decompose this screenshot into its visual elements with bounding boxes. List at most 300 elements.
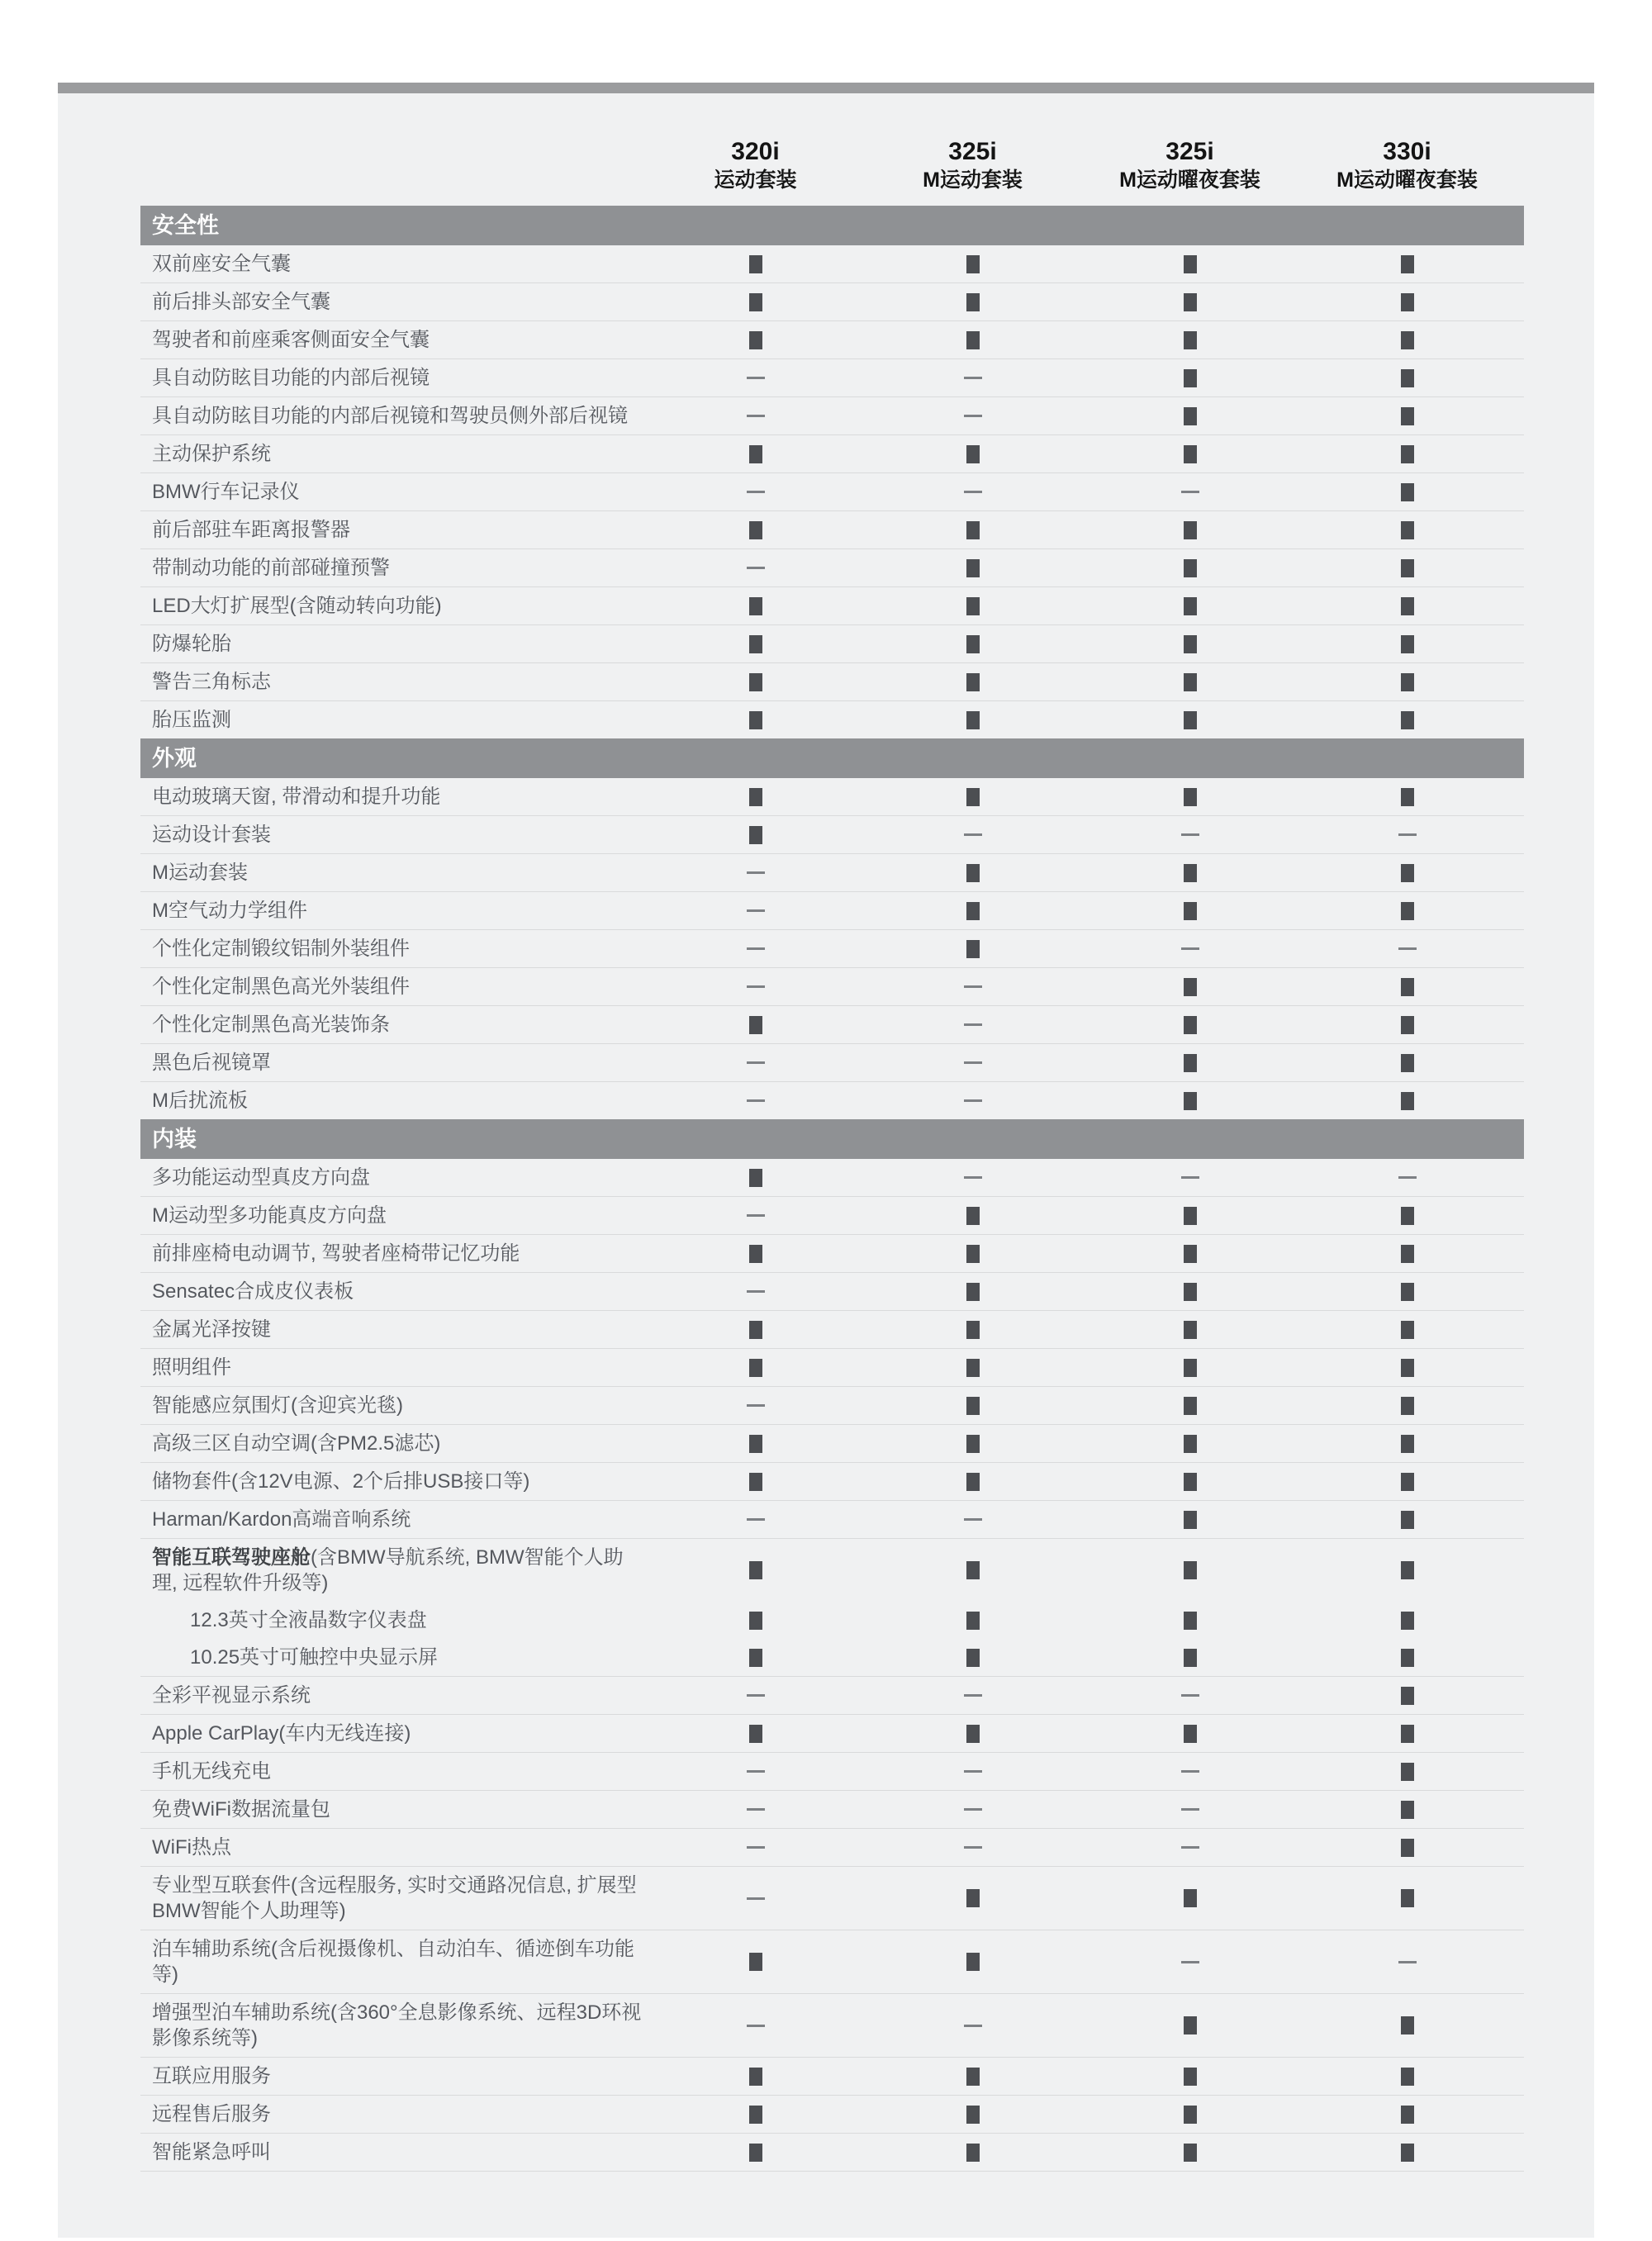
availability-cell [1081, 445, 1298, 463]
column-header-330i-mnight [1298, 136, 1516, 194]
availability-cell [1081, 1770, 1298, 1773]
included-square-icon [1184, 864, 1197, 882]
availability-cell [864, 1725, 1081, 1743]
included-square-icon [1184, 369, 1197, 387]
availability-cell [1298, 1889, 1516, 1907]
feature-label: 金属光泽按键 [152, 1318, 271, 1341]
availability-cell [864, 1649, 1081, 1667]
feature-label: 手机无线充电 [152, 1760, 271, 1783]
availability-cell [647, 2106, 864, 2124]
availability-cell [647, 985, 864, 988]
included-square-icon [1401, 293, 1414, 311]
availability-cell [1298, 521, 1516, 539]
availability-cell [647, 1245, 864, 1263]
availability-cell [864, 1283, 1081, 1301]
not-available-dash-icon [1398, 1961, 1417, 1963]
availability-cell [1081, 1808, 1298, 1811]
availability-cell [1298, 978, 1516, 996]
availability-cell [1081, 1649, 1298, 1667]
availability-cell [864, 415, 1081, 417]
included-square-icon [966, 559, 980, 577]
availability-cell [1081, 1889, 1298, 1907]
availability-cell [1298, 2016, 1516, 2034]
included-square-icon [1184, 1207, 1197, 1225]
availability-cell [1298, 1092, 1516, 1110]
included-square-icon [1184, 673, 1197, 691]
model-name: 320i [731, 138, 780, 165]
availability-cell [1298, 1961, 1516, 1963]
header-spacer [140, 136, 647, 194]
availability-cell [1298, 331, 1516, 349]
availability-cell [864, 1397, 1081, 1415]
availability-cell [1081, 788, 1298, 806]
included-square-icon [966, 1321, 980, 1339]
column-header-320i [647, 136, 864, 194]
availability-cell [1081, 1612, 1298, 1630]
not-available-dash-icon [964, 1061, 982, 1064]
included-square-icon [966, 788, 980, 806]
availability-cell [1298, 902, 1516, 920]
included-square-icon [749, 711, 762, 729]
availability-cell [647, 947, 864, 950]
included-square-icon [966, 711, 980, 729]
availability-cell [864, 1473, 1081, 1491]
included-square-icon [966, 1889, 980, 1907]
included-square-icon [1184, 559, 1197, 577]
feature-label: 个性化定制锻纹铝制外装组件 [152, 938, 410, 960]
included-square-icon [749, 331, 762, 349]
included-square-icon [1401, 1561, 1414, 1579]
feature-label [140, 1545, 647, 1596]
included-square-icon [1184, 597, 1197, 615]
feature-label: 高级三区自动空调(含PM2.5滤芯) [152, 1432, 441, 1455]
feature-label: 个性化定制黑色高光外装组件 [152, 976, 410, 998]
included-square-icon [749, 255, 762, 273]
availability-cell [647, 871, 864, 874]
not-available-dash-icon [747, 985, 765, 988]
table-row [140, 853, 1524, 891]
column-headers [140, 93, 1524, 206]
availability-cell [1081, 1245, 1298, 1263]
feature-label: 驾驶者和前座乘客侧面安全气囊 [152, 329, 430, 351]
included-square-icon [966, 2144, 980, 2162]
not-available-dash-icon [747, 2025, 765, 2027]
table-row [140, 2057, 1524, 2095]
availability-cell [1298, 1687, 1516, 1705]
included-square-icon [1401, 788, 1414, 806]
availability-cell [864, 788, 1081, 806]
included-square-icon [1401, 1763, 1414, 1781]
table-row [140, 510, 1524, 548]
table-row [140, 1752, 1524, 1790]
included-square-icon [1401, 2068, 1414, 2086]
not-available-dash-icon [1181, 1961, 1199, 1963]
availability-cell [647, 1770, 864, 1773]
availability-cell [1298, 2144, 1516, 2162]
not-available-dash-icon [1398, 833, 1417, 836]
availability-cell [864, 559, 1081, 577]
availability-cell [864, 1846, 1081, 1849]
included-square-icon [1184, 1283, 1197, 1301]
included-square-icon [1184, 711, 1197, 729]
availability-cell [864, 1023, 1081, 1026]
included-square-icon [1401, 407, 1414, 425]
table-row [140, 2133, 1524, 2171]
included-square-icon [1401, 2106, 1414, 2124]
availability-cell [864, 1694, 1081, 1697]
included-square-icon [1401, 559, 1414, 577]
table-row [140, 1828, 1524, 1866]
included-square-icon [966, 1649, 980, 1667]
included-square-icon [1401, 1397, 1414, 1415]
not-available-dash-icon [964, 415, 982, 417]
included-square-icon [966, 1245, 980, 1263]
included-square-icon [1184, 1511, 1197, 1529]
included-square-icon [1184, 1054, 1197, 1072]
availability-cell [864, 1953, 1081, 1971]
availability-cell [864, 940, 1081, 958]
section [140, 738, 1594, 1119]
availability-cell [647, 1725, 864, 1743]
feature-label: 12.3英寸全液晶数字仪表盘 [190, 1609, 427, 1631]
availability-cell [1298, 1321, 1516, 1339]
included-square-icon [1401, 1054, 1414, 1072]
included-square-icon [1184, 255, 1197, 273]
availability-cell [1081, 1092, 1298, 1110]
included-square-icon [1401, 1612, 1414, 1630]
section-title-bar: 安全性 [140, 206, 1524, 245]
included-square-icon [1184, 902, 1197, 920]
availability-cell [864, 1359, 1081, 1377]
feature-label: M后扰流板 [152, 1090, 248, 1112]
availability-cell [647, 1808, 864, 1811]
availability-cell [1298, 1612, 1516, 1630]
table-row [140, 1196, 1524, 1234]
availability-cell [647, 711, 864, 729]
included-square-icon [1401, 1687, 1414, 1705]
availability-cell [1298, 1801, 1516, 1819]
included-square-icon [1401, 1359, 1414, 1377]
included-square-icon [1401, 711, 1414, 729]
feature-label: 照明组件 [152, 1356, 231, 1379]
availability-cell [864, 1808, 1081, 1811]
availability-cell [864, 2068, 1081, 2086]
included-square-icon [966, 1283, 980, 1301]
availability-cell [864, 597, 1081, 615]
included-square-icon [1184, 1649, 1197, 1667]
included-square-icon [1401, 902, 1414, 920]
availability-cell [864, 521, 1081, 539]
availability-cell [1298, 559, 1516, 577]
included-square-icon [1401, 1283, 1414, 1301]
section-rows [140, 1159, 1524, 2172]
availability-cell [1298, 1763, 1516, 1781]
included-square-icon [749, 1725, 762, 1743]
included-square-icon [966, 1612, 980, 1630]
table-row [140, 1424, 1524, 1462]
included-square-icon [1184, 1473, 1197, 1491]
table-row [140, 1159, 1524, 1196]
availability-cell [864, 864, 1081, 882]
availability-cell [1081, 255, 1298, 273]
feature-label: 警告三角标志 [152, 671, 271, 693]
availability-cell [864, 1245, 1081, 1263]
feature-label: WiFi热点 [152, 1836, 231, 1859]
feature-label: 前后部驻车距离报警器 [152, 519, 350, 541]
availability-cell [647, 331, 864, 349]
spec-panel [58, 93, 1594, 2238]
not-available-dash-icon [747, 491, 765, 493]
not-available-dash-icon [1181, 1176, 1199, 1179]
not-available-dash-icon [964, 985, 982, 988]
included-square-icon [966, 597, 980, 615]
included-square-icon [966, 635, 980, 653]
included-square-icon [749, 1435, 762, 1453]
availability-cell [1298, 1016, 1516, 1034]
availability-cell [1081, 1397, 1298, 1415]
availability-cell [1081, 2068, 1298, 2086]
availability-cell [647, 1061, 864, 1064]
feature-label: M运动型多功能真皮方向盘 [152, 1204, 387, 1227]
feature-label: 防爆轮胎 [152, 633, 231, 655]
availability-cell [647, 255, 864, 273]
feature-label: 带制动功能的前部碰撞预警 [152, 557, 390, 579]
included-square-icon [749, 1612, 762, 1630]
included-square-icon [966, 1435, 980, 1453]
included-square-icon [1184, 293, 1197, 311]
spec-table [140, 93, 1594, 2172]
availability-cell [1298, 947, 1516, 950]
availability-cell [1081, 1961, 1298, 1963]
feature-label: 10.25英寸可触控中央显示屏 [190, 1646, 439, 1669]
included-square-icon [749, 1953, 762, 1971]
availability-cell [647, 1518, 864, 1521]
not-available-dash-icon [964, 1770, 982, 1773]
availability-cell [647, 1290, 864, 1293]
not-available-dash-icon [964, 1176, 982, 1179]
table-row [140, 548, 1524, 586]
availability-cell [647, 1846, 864, 1849]
included-square-icon [1401, 1511, 1414, 1529]
feature-label-bold: 智能互联驾驶座舱 [152, 1546, 311, 1569]
included-square-icon [1401, 445, 1414, 463]
not-available-dash-icon [1398, 947, 1417, 950]
section-title-bar: 内装 [140, 1119, 1524, 1159]
not-available-dash-icon [964, 1846, 982, 1849]
availability-cell [647, 415, 864, 417]
table-row [140, 1386, 1524, 1424]
availability-cell [1081, 597, 1298, 615]
table-row [140, 320, 1524, 358]
included-square-icon [1401, 597, 1414, 615]
availability-cell [647, 909, 864, 912]
included-square-icon [1401, 331, 1414, 349]
availability-cell [1081, 1846, 1298, 1849]
included-square-icon [966, 255, 980, 273]
trim-name: M运动曜夜套装 [1336, 169, 1478, 192]
included-square-icon [966, 940, 980, 958]
availability-cell [1081, 559, 1298, 577]
included-square-icon [966, 1473, 980, 1491]
availability-cell [1081, 331, 1298, 349]
availability-cell [864, 1061, 1081, 1064]
model-name: 325i [1165, 138, 1214, 165]
feature-label: BMW行车记录仪 [152, 481, 300, 503]
feature-label: 全彩平视显示系统 [152, 1684, 311, 1707]
table-row [140, 396, 1524, 434]
table-row [140, 434, 1524, 472]
included-square-icon [966, 1359, 980, 1377]
availability-cell [1298, 1359, 1516, 1377]
column-header-325i-msport [864, 136, 1081, 194]
availability-cell [864, 1770, 1081, 1773]
table-row [140, 700, 1524, 738]
availability-cell [1298, 597, 1516, 615]
availability-cell [647, 567, 864, 569]
included-square-icon [1184, 1725, 1197, 1743]
not-available-dash-icon [964, 1023, 982, 1026]
availability-cell [864, 491, 1081, 493]
feature-label: 前后排头部安全气囊 [152, 291, 330, 313]
table-row [140, 815, 1524, 853]
included-square-icon [1401, 1435, 1414, 1453]
included-square-icon [966, 293, 980, 311]
availability-cell [864, 255, 1081, 273]
availability-cell [1298, 1245, 1516, 1263]
availability-cell [1081, 1016, 1298, 1034]
table-row [140, 1790, 1524, 1828]
table-row [140, 1602, 1524, 1639]
availability-cell [1081, 978, 1298, 996]
included-square-icon [966, 1561, 980, 1579]
availability-cell [1081, 1283, 1298, 1301]
not-available-dash-icon [747, 1808, 765, 1811]
section-rows [140, 245, 1524, 738]
section-title-bar: 外观 [140, 738, 1524, 778]
included-square-icon [966, 1207, 980, 1225]
included-square-icon [1401, 483, 1414, 501]
not-available-dash-icon [747, 567, 765, 569]
availability-cell [864, 711, 1081, 729]
not-available-dash-icon [964, 833, 982, 836]
availability-cell [1081, 833, 1298, 836]
feature-label: 泊车辅助系统(含后视摄像机、自动泊车、循迹倒车功能等) [152, 1938, 634, 1986]
included-square-icon [966, 2068, 980, 2086]
included-square-icon [1401, 864, 1414, 882]
availability-cell [1081, 1176, 1298, 1179]
included-square-icon [1401, 1649, 1414, 1667]
included-square-icon [749, 597, 762, 615]
included-square-icon [1184, 635, 1197, 653]
feature-label: 多功能运动型真皮方向盘 [152, 1166, 370, 1189]
table-row [140, 1993, 1524, 2057]
availability-cell [864, 1321, 1081, 1339]
availability-cell [1298, 1839, 1516, 1857]
feature-label: 智能感应氛围灯(含迎宾光毯) [152, 1394, 403, 1417]
availability-cell [864, 1612, 1081, 1630]
availability-cell [864, 377, 1081, 379]
feature-label: 智能紧急呼叫 [152, 2141, 271, 2163]
table-row [140, 2095, 1524, 2133]
included-square-icon [1184, 331, 1197, 349]
availability-cell [1298, 1054, 1516, 1072]
not-available-dash-icon [1181, 1846, 1199, 1849]
included-square-icon [1401, 1092, 1414, 1110]
included-square-icon [1184, 1092, 1197, 1110]
availability-cell [1081, 293, 1298, 311]
included-square-icon [749, 1473, 762, 1491]
availability-cell [1298, 293, 1516, 311]
feature-label: 免费WiFi数据流量包 [152, 1798, 330, 1821]
included-square-icon [966, 864, 980, 882]
included-square-icon [1184, 2016, 1197, 2034]
not-available-dash-icon [747, 1846, 765, 1849]
availability-cell [1081, 1725, 1298, 1743]
not-available-dash-icon [1398, 1176, 1417, 1179]
feature-label: 个性化定制黑色高光装饰条 [152, 1014, 390, 1036]
availability-cell [1081, 635, 1298, 653]
included-square-icon [749, 1359, 762, 1377]
included-square-icon [1184, 788, 1197, 806]
availability-cell [647, 1561, 864, 1579]
included-square-icon [749, 2068, 762, 2086]
model-name: 325i [948, 138, 997, 165]
availability-cell [1081, 1511, 1298, 1529]
included-square-icon [1184, 2144, 1197, 2162]
availability-cell [1298, 1176, 1516, 1179]
availability-cell [1298, 864, 1516, 882]
included-square-icon [966, 673, 980, 691]
availability-cell [647, 1404, 864, 1407]
included-square-icon [1401, 1889, 1414, 1907]
availability-cell [647, 2068, 864, 2086]
availability-cell [1298, 673, 1516, 691]
table-row [140, 282, 1524, 320]
included-square-icon [1184, 978, 1197, 996]
availability-cell [647, 1016, 864, 1034]
availability-cell [1298, 1725, 1516, 1743]
availability-cell [1081, 1321, 1298, 1339]
not-available-dash-icon [1181, 1770, 1199, 1773]
included-square-icon [1184, 2068, 1197, 2086]
not-available-dash-icon [747, 947, 765, 950]
availability-cell [1081, 491, 1298, 493]
table-row [140, 245, 1524, 282]
trim-name: M运动套装 [923, 169, 1023, 192]
not-available-dash-icon [964, 1808, 982, 1811]
availability-cell [647, 1953, 864, 1971]
trim-name: M运动曜夜套装 [1119, 169, 1260, 192]
availability-cell [647, 1321, 864, 1339]
included-square-icon [749, 293, 762, 311]
included-square-icon [1184, 1321, 1197, 1339]
availability-cell [1081, 947, 1298, 950]
table-row [140, 1676, 1524, 1714]
availability-cell [647, 2025, 864, 2027]
availability-cell [647, 293, 864, 311]
availability-cell [647, 826, 864, 844]
availability-cell [864, 1435, 1081, 1453]
table-row [140, 1930, 1524, 1993]
included-square-icon [1401, 1801, 1414, 1819]
included-square-icon [1401, 1839, 1414, 1857]
availability-cell [864, 293, 1081, 311]
not-available-dash-icon [1181, 1808, 1199, 1811]
availability-cell [647, 1897, 864, 1900]
availability-cell [647, 377, 864, 379]
not-available-dash-icon [747, 1099, 765, 1102]
included-square-icon [749, 1321, 762, 1339]
